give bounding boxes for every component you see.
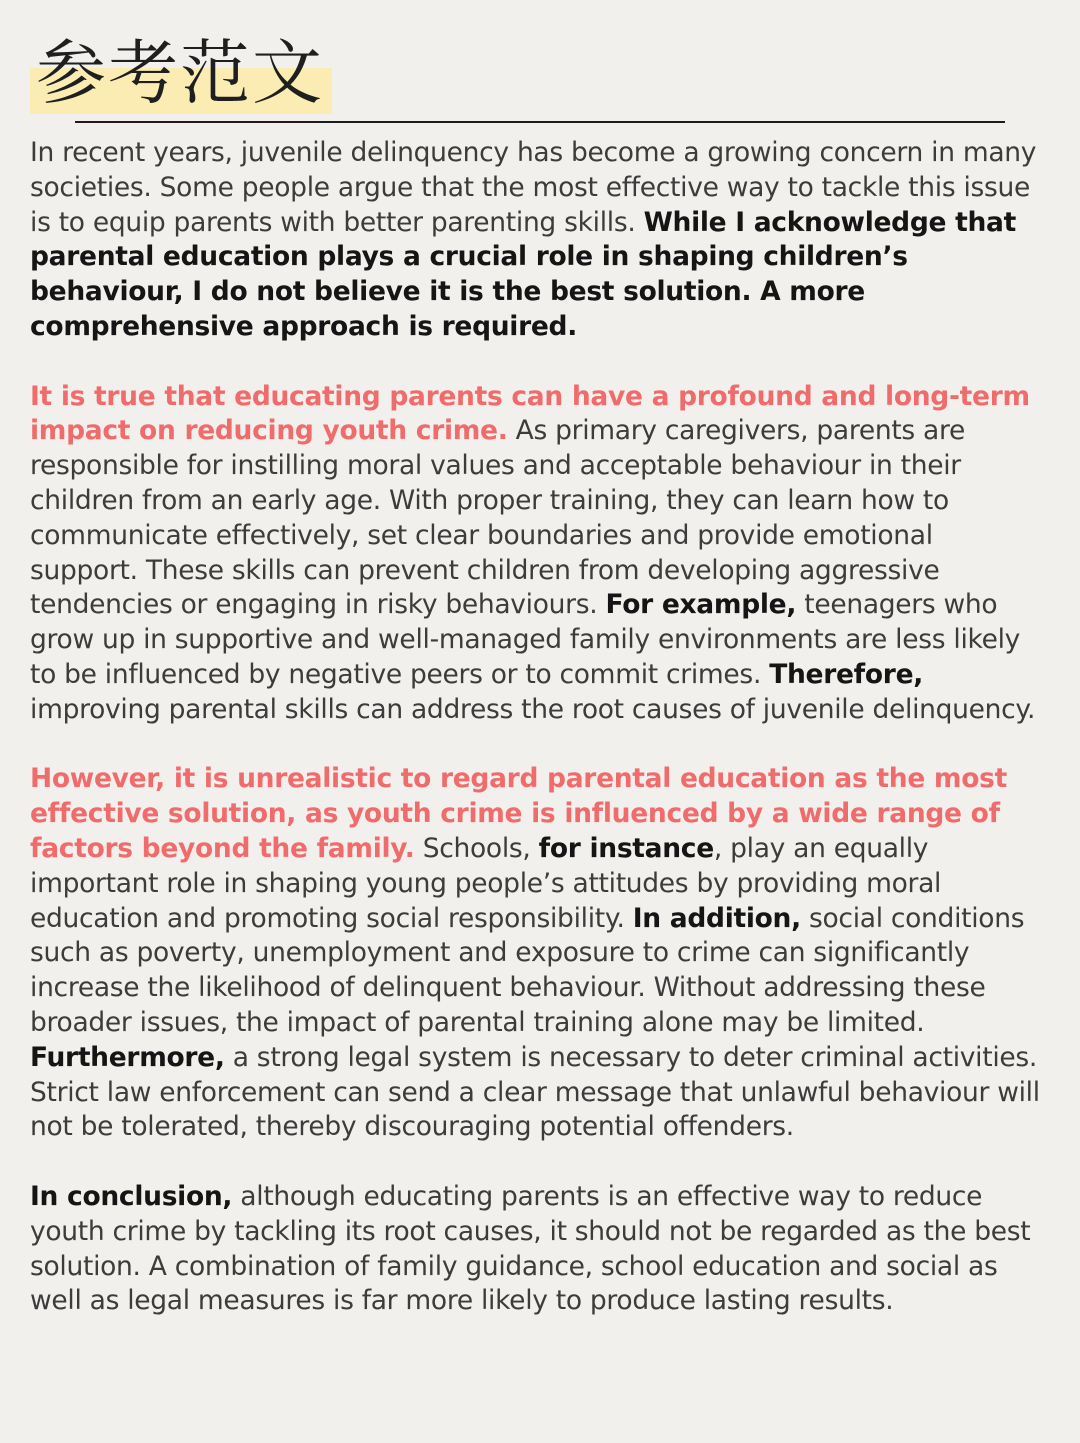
topic-sentence: However, it is unrealistic to regard parental education as the most effective solution, as youth crime is influenced by a wide range of factors beyond the family.	[30, 763, 1007, 864]
title-underline	[75, 121, 1005, 123]
introduction-paragraph	[30, 136, 1040, 345]
title-block	[30, 30, 324, 120]
body-text: a strong legal system is necessary to deter criminal activities. Strict law enforcement can send a clear message that unlawful behaviour will not be tolerated, thereby discouraging potential offenders.	[30, 1041, 1040, 1143]
bold-phrase: For example,	[605, 589, 797, 621]
bold-phrase: While I acknowledge that parental education plays a crucial role in shaping children’s behaviour, I do not believe it is the best solution. A more comprehensive approach is required.	[30, 206, 1016, 342]
body-text: although educating parents is an effective way to reduce youth crime by tackling its root causes, it should not be regarded as the best solution. A combination of family guidance, school education and social as well as legal measures is far more likely to produce lasting results.	[30, 1180, 1031, 1317]
bold-phrase: In conclusion,	[30, 1180, 233, 1212]
bold-phrase: Furthermore,	[30, 1041, 225, 1073]
bold-phrase: Therefore,	[769, 658, 924, 690]
bold-phrase: for instance	[538, 832, 714, 864]
body-text: social conditions such as poverty, unemployment and exposure to crime can significantly increase the likelihood of delinquent behaviour. Without addressing these broader issues, the impact of parental training alone may be limited.	[30, 902, 1025, 1038]
body-text: As primary caregivers, parents are responsible for instilling moral values and acceptable behaviour in their children from an early age. With proper training, they can learn how to communicate effectively, set clear boundaries and provide emotional support. These skills can prevent children from developing aggressive tendencies or engaging in risky behaviours.	[30, 415, 966, 621]
body-paragraph-1	[30, 380, 1040, 728]
body-paragraph-2	[30, 762, 1040, 1145]
body-text: Schools,	[414, 832, 539, 864]
bold-phrase: In addition,	[632, 902, 801, 934]
page-title: 参考范文	[36, 32, 324, 114]
body-text: In recent years, juvenile delinquency has become a growing concern in many societies. Some people argue that the most effective way to tackle this issue is to equip parents with better parenting skills.	[30, 137, 1037, 238]
essay-body	[30, 136, 1040, 1354]
body-text: , play an equally important role in shaping young people’s attitudes by providing moral education and promoting social responsibility.	[30, 832, 942, 934]
topic-sentence: It is true that educating parents can have a profound and long-term impact on reducing youth crime.	[30, 380, 1030, 447]
body-text: improving parental skills can address the root causes of juvenile delinquency.	[30, 693, 1036, 725]
conclusion-paragraph	[30, 1180, 1040, 1319]
body-text: teenagers who grow up in supportive and well-managed family environments are less likely to be influenced by negative peers or to commit crimes.	[30, 589, 1021, 690]
